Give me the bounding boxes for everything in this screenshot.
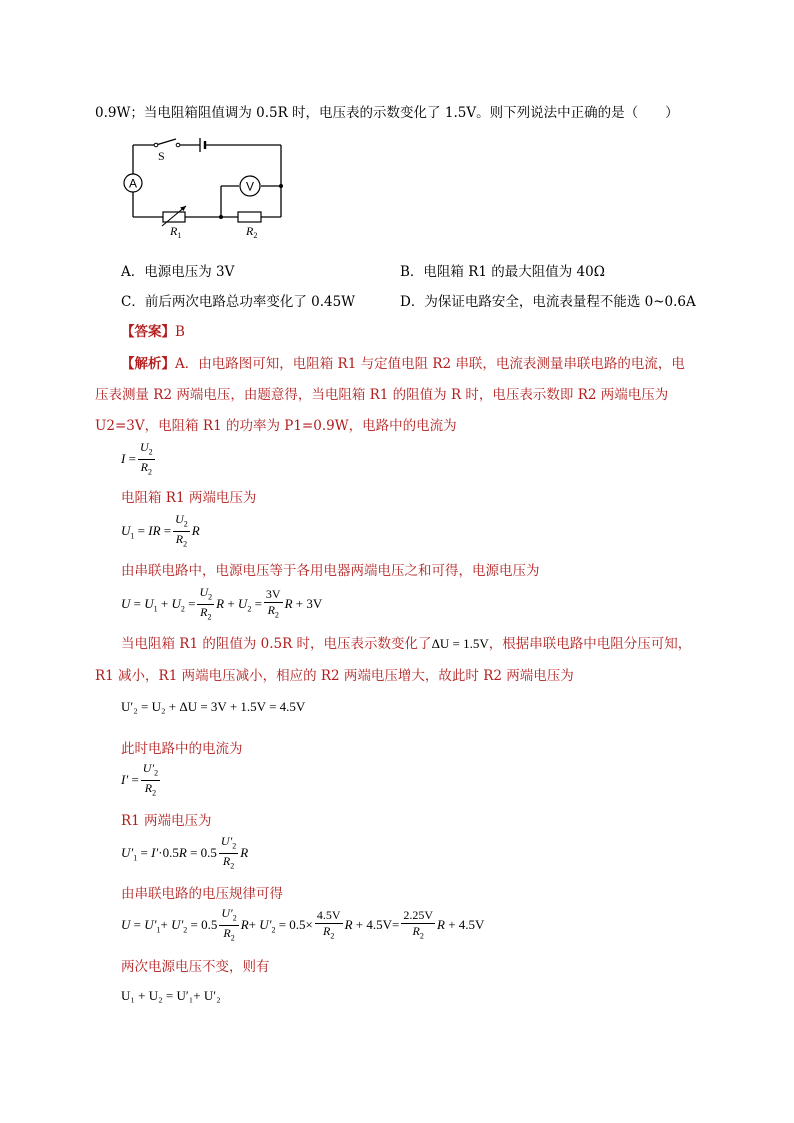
analysis-p4-a: 当电阻箱 R1 的阻值为 0.5R 时，电压表示数变化了 (121, 636, 432, 652)
analysis-p2: 电阻箱 R1 两端电压为 (121, 490, 257, 506)
question-stem: 0.9W；当电阻箱阻值调为 0.5R 时，电压表的示数变化了 1.5V。则下列说法中正确的是（ ） (95, 105, 679, 121)
switch-contact-left (154, 143, 158, 147)
voltmeter-label: V (245, 179, 255, 194)
analysis-p7: 由串联电路的电压规律可得 (121, 886, 283, 902)
option-a: A．电源电压为 3V (121, 264, 235, 280)
resistor-r2 (238, 212, 261, 222)
value-4-5v: 4.5V (316, 908, 341, 923)
resistor-r1 (163, 212, 185, 222)
analysis-line-3: U2=3V，电阻箱 R1 的功率为 P1=0.9W，电路中的电流为 (95, 418, 457, 434)
formula-u1: $U_1$ = IR = $\frac{U_2}{R_2}$ R (121, 512, 200, 549)
formula-u-total: $U = U'_1+ U'_2 = 0.5$ $\frac{U'_2}{R_2}$ $R+ U'_2 = 0.5\times$ $\frac{4.5V}{R_2}$ R + 4.5V= $\frac{2.25V}{R_2}$ R + 4.5V (121, 906, 485, 943)
delta-u: ΔU = 1.5V (431, 636, 489, 651)
answer-line (121, 320, 185, 340)
analysis-p5: 此时电路中的电流为 (121, 741, 243, 757)
circuit-diagram (118, 134, 298, 244)
ammeter-label: A (128, 176, 138, 191)
analysis-line-1 (121, 352, 685, 372)
formula-u1-prime: $U'_1 = I'\cdot 0.5R = 0.5$ $\frac{U'_2}{R_2}$ R (121, 834, 249, 871)
formula-equal: U₁ + U₂ = U′₁+ U′₂ (121, 988, 221, 1003)
formula-u2-prime: U′₂ = U₂ + ΔU = 3V + 1.5V = 4.5V (121, 699, 306, 714)
analysis-p6: R1 两端电压为 (121, 813, 212, 829)
r1-label: $R_1$ (170, 224, 182, 240)
analysis-p4-line1 (121, 632, 691, 652)
switch-blade (156, 139, 176, 145)
switch-contact-right (176, 143, 180, 147)
analysis-p4-line2: R1 减小，R1 两端电压减小，相应的 R2 两端电压增大，故此时 R2 两端电压为 (95, 668, 574, 684)
option-b: B．电阻箱 R1 的最大阻值为 40Ω (400, 264, 605, 280)
answer-tag: 【答案】 (121, 324, 175, 340)
formula-current: I = $\frac{U_2}{R_2}$ (121, 440, 153, 477)
junction-left (219, 215, 223, 219)
formula-u: $U = U_1 + U_2$ = $\frac{U_2}{R_2}$ $R + U_2$ = $\frac{3V}{R_2}$ R + 3V (121, 585, 323, 622)
option-d: D．为保证电路安全，电流表量程不能选 0~0.6A (400, 294, 696, 310)
answer-value: B (175, 324, 185, 340)
value-3v: 3V (265, 587, 281, 602)
analysis-line-2: 压表测量 R2 两端电压，由题意得，当电阻箱 R1 的阻值为 R 时，电压表示数即 R2 两端电压为 (95, 387, 669, 403)
analysis-p8: 两次电源电压不变，则有 (121, 959, 270, 975)
formula-i-prime: I′ = $\frac{U'_2}{R_2}$ (121, 761, 159, 798)
switch-label: S (158, 149, 165, 163)
r2-label: $R_2$ (246, 224, 258, 240)
analysis-text-1: A．由电路图可知，电阻箱 R1 与定值电阻 R2 串联，电流表测量串联电路的电流，电 (175, 356, 685, 372)
value-2-25v: 2.25V (403, 908, 433, 923)
analysis-p4-b: ，根据串联电路中电阻分压可知， (488, 636, 692, 652)
junction-right (279, 184, 283, 188)
option-c: C．前后两次电路总功率变化了 0.45W (121, 294, 356, 310)
analysis-p3: 由串联电路中，电源电压等于各用电器两端电压之和可得，电源电压为 (121, 563, 540, 579)
analysis-tag: 【解析】 (121, 356, 175, 372)
